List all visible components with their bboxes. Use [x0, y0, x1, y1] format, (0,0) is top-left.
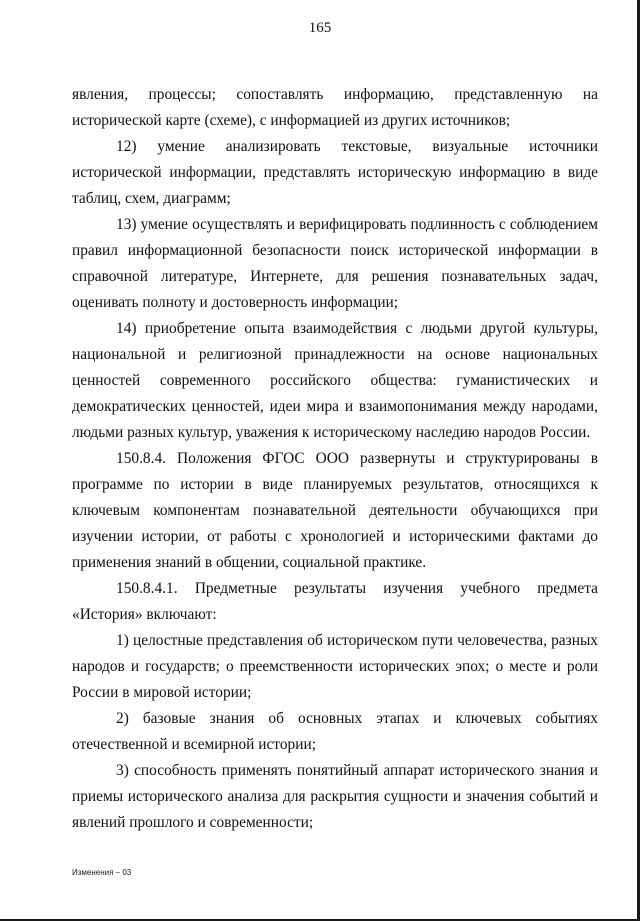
document-body [72, 82, 598, 836]
paragraph-result-1: 1) целостные представления об историческом пути человечества, разных народов и государств; о преемственности исторических эпох; о месте и роли России в мировой истории; [72, 632, 598, 701]
paragraph-item-13: 13) умение осуществлять и верифицировать подлинность с соблюдением правил информационной безопасности поиск исторической информации в справочной литературе, Интернете, для решения познавательных задач, оценивать полноту и достоверность информации; [72, 216, 598, 311]
paragraph-result-3: 3) способность применять понятийный аппарат исторического знания и приемы исторического анализа для раскрытия сущности и значения событий и явлений прошлого и современности; [72, 762, 598, 831]
page-number: 165 [308, 20, 332, 36]
paragraph-continuation: явления, процессы; сопоставлять информацию, представленную на исторической карте (схеме), с информацией из других источников; [72, 86, 598, 129]
paragraph-result-2: 2) базовые знания об основных этапах и ключевых событиях отечественной и всемирной истории; [72, 710, 598, 753]
footer-revision-note: Изменения – 03 [72, 868, 132, 877]
paragraph-item-12: 12) умение анализировать текстовые, визуальные источники исторической информации, представлять историческую информацию в виде таблиц, схем, диаграмм; [72, 138, 598, 207]
paragraph-section-150-8-4-1: 150.8.4.1. Предметные результаты изучения учебного предмета «История» включают: [72, 580, 598, 623]
paragraph-section-150-8-4: 150.8.4. Положения ФГОС ООО развернуты и структурированы в программе по истории в виде планируемых результатов, относящихся к ключевым компонентам познавательной деятельности обучающихся при изучении истории, от работы с хронологией и историческими фактами до применения знаний в общении, социальной практике. [72, 450, 598, 571]
paragraph-item-14: 14) приобретение опыта взаимодействия с людьми другой культуры, национальной и религиозной принадлежности на основе национальных ценностей современного российского общества: гуманистических и демократических ценностей, идеи мира и взаимопонимания между народами, людьми разных культур, уважения к историческому наследию народов России. [72, 320, 598, 441]
